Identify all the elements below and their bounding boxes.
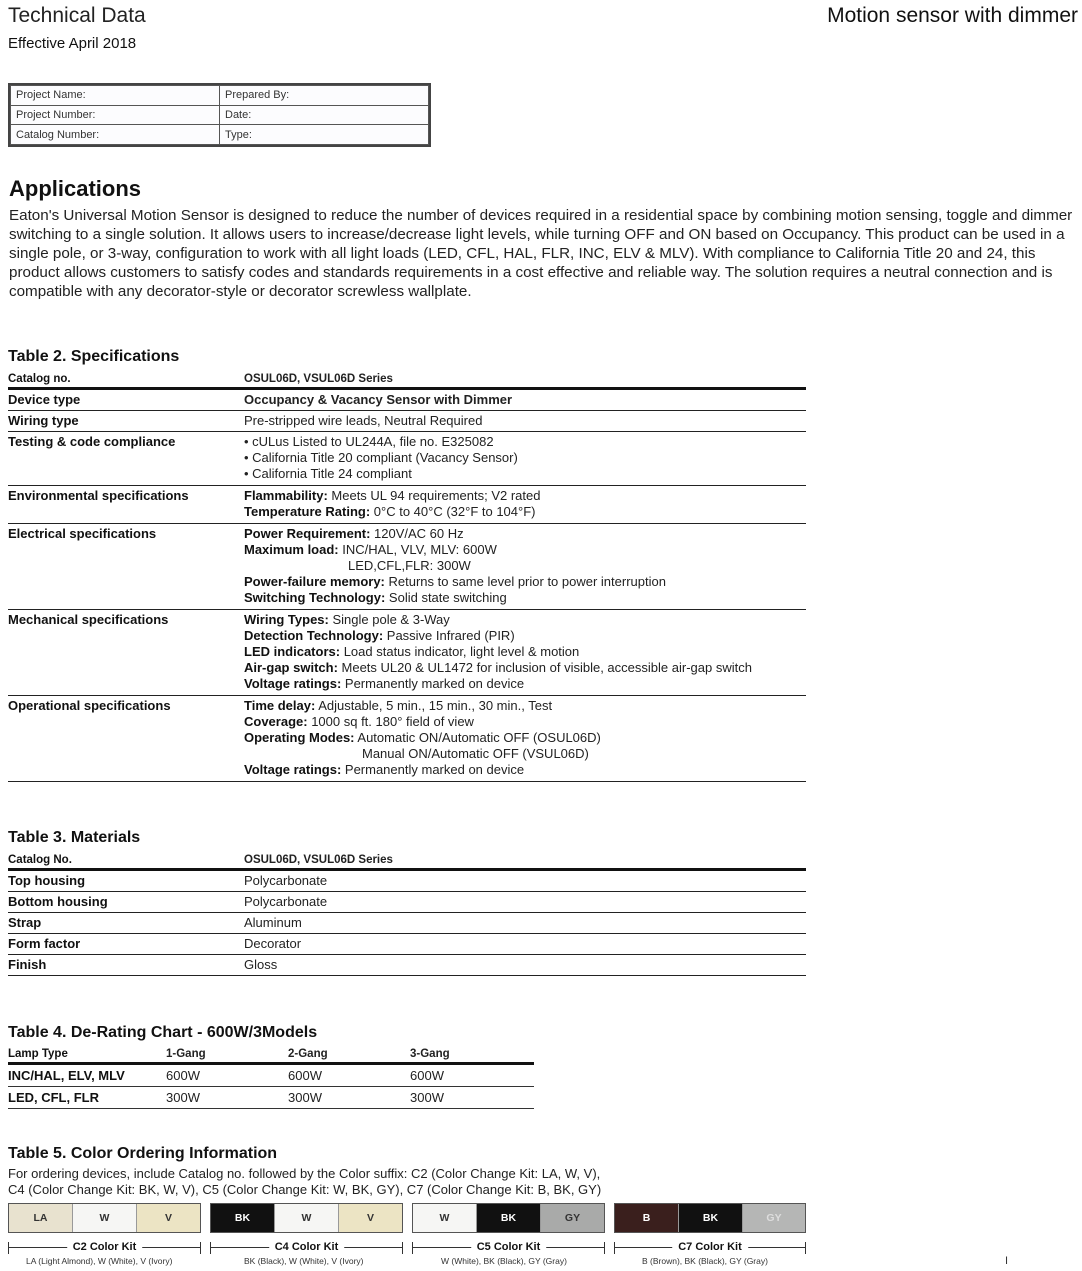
header-cell: Catalog no. (8, 372, 244, 389)
c4-color-kit (210, 1203, 403, 1233)
row-value: Aluminum (244, 913, 806, 934)
prepared-by-field[interactable]: Prepared By: (220, 86, 429, 106)
doc-type: Technical Data (8, 4, 146, 27)
table5-title: Table 5. Color Ordering Information (8, 1145, 278, 1162)
header-cell: 2-Gang (288, 1045, 410, 1064)
project-info-form (8, 83, 431, 147)
applications-heading: Applications (9, 176, 142, 201)
spec-line: LED,CFL,FLR: 300W (348, 558, 471, 573)
spec-line: Switching Technology: Solid state switching (244, 590, 507, 605)
table-row (8, 610, 806, 696)
derating-table (8, 1045, 534, 1109)
row-value: Pre-stripped wire leads, Neutral Required (244, 411, 806, 432)
table-row (8, 934, 806, 955)
table4-title: Table 4. De-Rating Chart - 600W/3Models (8, 1024, 318, 1041)
description-line: For ordering devices, include Catalog no. followed by the Color suffix: C2 (Color Change Kit: LA, W, V), (8, 1166, 601, 1181)
kit-description: LA (Light Almond), W (White), V (Ivory) (26, 1256, 173, 1266)
table-row (8, 696, 806, 782)
spec-line: Voltage ratings: Permanently marked on device (244, 676, 525, 691)
color-ordering-description (8, 1166, 708, 1198)
row-value (244, 610, 806, 696)
row-value: Occupancy & Vacancy Sensor with Dimmer (244, 389, 806, 411)
row-value: Polycarbonate (244, 892, 806, 913)
color-swatch: V (339, 1204, 402, 1232)
color-swatch: W (275, 1204, 339, 1232)
table-header-row (8, 1045, 534, 1064)
spec-line: Power Requirement: 120V/AC 60 Hz (244, 526, 464, 541)
header-cell: OSUL06D, VSUL06D Series (244, 853, 806, 870)
table-row (8, 892, 806, 913)
materials-table (8, 853, 806, 976)
kit-name: C5 Color Kit (471, 1241, 547, 1253)
spec-line: Detection Technology: Passive Infrared (PIR) (244, 628, 515, 643)
header-cell: 1-Gang (166, 1045, 288, 1064)
row-value: 300W (166, 1087, 288, 1109)
row-value: 600W (410, 1064, 534, 1087)
kit-description: W (White), BK (Black), GY (Gray) (441, 1256, 567, 1266)
table2-title: Table 2. Specifications (8, 348, 180, 365)
row-label: Top housing (8, 870, 244, 892)
table-row (8, 870, 806, 892)
kit-name: C4 Color Kit (269, 1241, 345, 1253)
row-label: Operational specifications (8, 696, 244, 782)
row-label: Testing & code compliance (8, 432, 244, 486)
description-line: C4 (Color Change Kit: BK, W, V), C5 (Color Change Kit: W, BK, GY), C7 (Color Change Kit: B, BK, GY) (8, 1182, 602, 1197)
table-row (8, 913, 806, 934)
spec-line: Power-failure memory: Returns to same level prior to power interruption (244, 574, 666, 589)
table-row (8, 524, 806, 610)
row-value: 300W (288, 1087, 410, 1109)
spec-line: Temperature Rating: 0°C to 40°C (32°F to 104°F) (244, 504, 536, 519)
c2-color-kit (8, 1203, 201, 1233)
row-value (244, 524, 806, 610)
row-value: Gloss (244, 955, 806, 976)
row-label: INC/HAL, ELV, MLV (8, 1064, 166, 1087)
kit-description: BK (Black), W (White), V (Ivory) (244, 1256, 364, 1266)
row-value: 300W (410, 1087, 534, 1109)
spec-line: Time delay: Adjustable, 5 min., 15 min., 30 min., Test (244, 698, 553, 713)
row-value (244, 486, 806, 524)
row-value: 600W (166, 1064, 288, 1087)
table-row (8, 411, 806, 432)
table-row (8, 432, 806, 486)
kit-label-line (210, 1242, 403, 1254)
spec-line: Maximum load: INC/HAL, VLV, MLV: 600W (244, 542, 497, 557)
project-name-field[interactable]: Project Name: (11, 86, 220, 106)
row-label: Environmental specifications (8, 486, 244, 524)
c7-color-kit (614, 1203, 806, 1233)
bullet-item: • California Title 20 compliant (Vacancy Sensor) (244, 450, 518, 465)
type-field[interactable]: Type: (220, 125, 429, 145)
spec-line: Manual ON/Automatic OFF (VSUL06D) (362, 746, 589, 761)
bullet-item: • cULus Listed to UL244A, file no. E325082 (244, 434, 494, 449)
color-swatch: W (413, 1204, 477, 1232)
spec-line: Operating Modes: Automatic ON/Automatic OFF (OSUL06D) (244, 730, 601, 745)
row-value: 600W (288, 1064, 410, 1087)
color-swatch: BK (211, 1204, 275, 1232)
effective-date: Effective April 2018 (8, 35, 137, 52)
table-row (8, 389, 806, 411)
kit-label-line (614, 1242, 806, 1254)
page-marker: I (1005, 1255, 1009, 1267)
row-label: Bottom housing (8, 892, 244, 913)
color-swatch: B (615, 1204, 679, 1232)
row-label: Mechanical specifications (8, 610, 244, 696)
color-swatch: BK (679, 1204, 743, 1232)
color-swatch: BK (477, 1204, 541, 1232)
bullet-item: • California Title 24 compliant (244, 466, 412, 481)
spec-line: LED indicators: Load status indicator, light level & motion (244, 644, 580, 659)
row-label: Finish (8, 955, 244, 976)
row-value: Polycarbonate (244, 870, 806, 892)
color-swatch: W (73, 1204, 137, 1232)
table-row (8, 486, 806, 524)
project-number-field[interactable]: Project Number: (11, 105, 220, 125)
color-swatch: GY (743, 1204, 805, 1232)
applications-text: Eaton's Universal Motion Sensor is designed to reduce the number of devices required in a residential space by combining motion sensing, toggle and dimmer switching to a single solution. It allows users to increase/decrease light levels, while turning OFF and ON based on Occupancy. This product can be used in a single pole, or 3-way, configuration to work with all light loads (LED, CFL, HAL, FLR, INC, ELV & MLV). With compliance to California Title 20 and 24, this product allows customers to satisfy codes and standards requirements in a cost effective and reliable way. The solution requires a neutral connection and is compatible with any decorator-style or decorator screwless wallplate. (9, 207, 1073, 300)
header-cell: OSUL06D, VSUL06D Series (244, 372, 806, 389)
row-label: LED, CFL, FLR (8, 1087, 166, 1109)
kit-name: C7 Color Kit (672, 1241, 748, 1253)
product-title: Motion sensor with dimmer (827, 4, 1078, 27)
table-header-row (8, 372, 806, 389)
row-value (244, 696, 806, 782)
spec-line: Voltage ratings: Permanently marked on device (244, 762, 525, 777)
color-swatch: GY (541, 1204, 604, 1232)
spec-line: Flammability: Meets UL 94 requirements; V2 rated (244, 488, 541, 503)
row-label: Electrical specifications (8, 524, 244, 610)
header-cell: Lamp Type (8, 1045, 166, 1064)
table-row (8, 1064, 534, 1087)
table3-title: Table 3. Materials (8, 829, 141, 846)
spec-line: Wiring Types: Single pole & 3-Way (244, 612, 450, 627)
table-header-row (8, 853, 806, 870)
table-row (8, 1087, 534, 1109)
row-value (244, 432, 806, 486)
date-field[interactable]: Date: (220, 105, 429, 125)
catalog-number-field[interactable]: Catalog Number: (11, 125, 220, 145)
kit-label-line (412, 1242, 605, 1254)
spec-line: Coverage: 1000 sq ft. 180° field of view (244, 714, 474, 729)
row-label: Strap (8, 913, 244, 934)
row-label: Form factor (8, 934, 244, 955)
header-cell: 3-Gang (410, 1045, 534, 1064)
header-cell: Catalog No. (8, 853, 244, 870)
row-label: Device type (8, 389, 244, 411)
c5-color-kit (412, 1203, 605, 1233)
kit-name: C2 Color Kit (67, 1241, 143, 1253)
table-row (8, 955, 806, 976)
spec-line: Air-gap switch: Meets UL20 & UL1472 for inclusion of visible, accessible air-gap switch (244, 660, 752, 675)
color-swatch: V (137, 1204, 200, 1232)
specifications-table (8, 372, 806, 782)
color-swatch: LA (9, 1204, 73, 1232)
row-value: Decorator (244, 934, 806, 955)
row-label: Wiring type (8, 411, 244, 432)
kit-description: B (Brown), BK (Black), GY (Gray) (642, 1256, 768, 1266)
kit-label-line (8, 1242, 201, 1254)
